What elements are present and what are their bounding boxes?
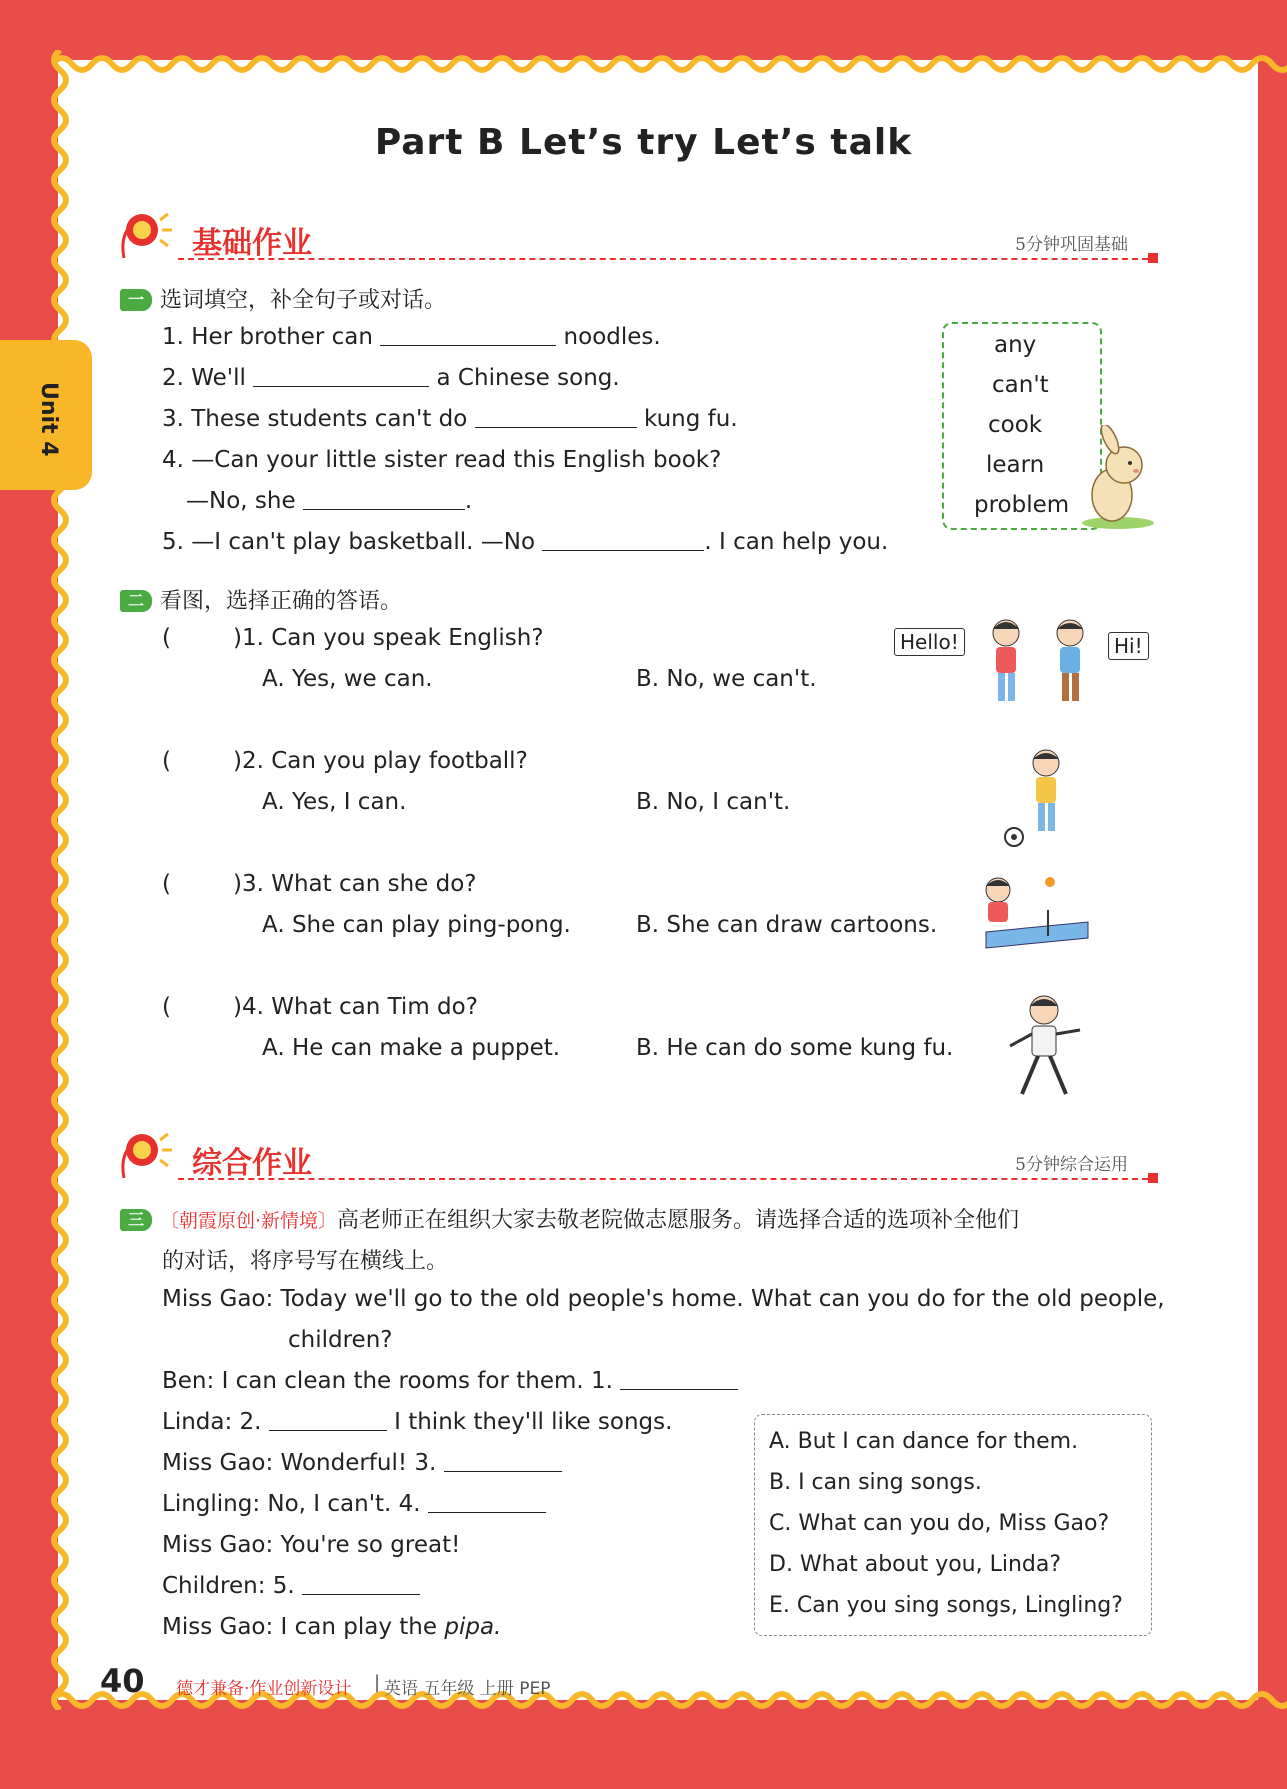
wave-border-left — [46, 50, 72, 1710]
dialogue-line-3 — [162, 1409, 672, 1435]
line-text: Children: 5. — [162, 1573, 295, 1599]
q1-text: 1. Her brother can — [162, 324, 373, 350]
q2-text: 2. We'll — [162, 365, 246, 391]
question-text: 3. What can she do? — [241, 871, 477, 897]
ex3-instruction-cont: 的对话，将序号写在横线上。 — [162, 1249, 449, 1274]
option-item: C. What can you do, Miss Gao? — [769, 1511, 1110, 1536]
q4-text: —No, she — [186, 488, 296, 514]
section-header-basic — [118, 208, 1158, 264]
ex1-question-2 — [162, 365, 620, 391]
word-bank-item: can't — [992, 372, 1049, 398]
section-divider-end — [1148, 253, 1158, 263]
ex2-instruction: 看图，选择正确的答语。 — [160, 589, 403, 614]
unit-tab — [0, 340, 92, 490]
options-box — [754, 1414, 1152, 1636]
answer-paren-open: ( — [162, 625, 171, 651]
dialogue-line-1: Miss Gao: Today we'll go to the old people's home. What can you do for the old people, — [162, 1286, 1165, 1312]
dialogue-line-6: Miss Gao: You're so great! — [162, 1532, 461, 1558]
option-item: A. But I can dance for them. — [769, 1429, 1079, 1454]
ex1-question-1 — [162, 324, 661, 350]
line-text-end: I think they'll like songs. — [394, 1409, 673, 1435]
ex2-option-4b[interactable]: B. He can do some kung fu. — [636, 1035, 954, 1061]
ex3-badge: 三 — [120, 1209, 152, 1231]
q3-text-end: kung fu. — [643, 406, 738, 432]
section-divider — [178, 1178, 1158, 1180]
answer-paren-close: ) — [232, 994, 242, 1020]
footer-separator: | — [374, 1672, 381, 1693]
page-title: Part B Let’s try Let’s talk — [374, 122, 913, 163]
section-divider — [178, 258, 1158, 260]
speech-bubble-hi: Hi! — [1108, 632, 1149, 660]
ex2-question-2 — [162, 748, 528, 774]
dialogue-blank-4[interactable] — [428, 1492, 546, 1513]
ex1-badge: 一 — [120, 289, 152, 311]
word-bank-item: any — [994, 332, 1037, 358]
answer-paren-open: ( — [162, 748, 171, 774]
ex1-instruction-row — [120, 283, 446, 314]
ex1-instruction: 选词填空，补全句子或对话。 — [160, 288, 447, 313]
ex2-question-1 — [162, 625, 544, 651]
ex3-instruction-row — [120, 1203, 1019, 1234]
footer-series: 德才兼备·作业创新设计 — [176, 1679, 352, 1699]
rabbit-illustration-icon — [1078, 425, 1156, 530]
girl-football-illustration-icon — [1000, 745, 1080, 850]
q1-blank[interactable] — [380, 325, 556, 346]
q5-blank[interactable] — [542, 530, 704, 551]
answer-paren-close: ) — [232, 748, 242, 774]
ex2-option-1b[interactable]: B. No, we can't. — [636, 666, 817, 692]
ex2-instruction-row — [120, 584, 402, 615]
boy-kung-fu-illustration-icon — [1000, 990, 1090, 1105]
dialogue-line-2 — [162, 1368, 738, 1394]
line-text: Ben: I can clean the rooms for them. 1. — [162, 1368, 613, 1394]
question-text: 2. Can you play football? — [241, 748, 528, 774]
ex2-option-2a[interactable]: A. Yes, I can. — [262, 789, 407, 815]
q1-text-end: noodles. — [563, 324, 661, 350]
q3-blank[interactable] — [475, 407, 637, 428]
ex2-question-3 — [162, 871, 477, 897]
dialogue-blank-2[interactable] — [269, 1410, 387, 1431]
dialogue-line-1-cont: children? — [288, 1327, 393, 1353]
kids-greeting-illustration-icon — [978, 615, 1108, 715]
dialogue-line-5 — [162, 1491, 546, 1517]
ex3-tag: 〔朝霞原创·新情境〕 — [160, 1210, 338, 1232]
q2-blank[interactable] — [253, 366, 429, 387]
footer-info: 英语 五年级 上册 PEP — [384, 1679, 551, 1699]
line-text: Miss Gao: Wonderful! 3. — [162, 1450, 437, 1476]
ex1-question-3 — [162, 406, 738, 432]
line-text-italic: pipa. — [444, 1614, 502, 1640]
word-bank-item: cook — [988, 412, 1043, 438]
answer-paren-open: ( — [162, 871, 171, 897]
answer-paren-close: ) — [232, 871, 242, 897]
q4-blank[interactable] — [303, 489, 465, 510]
option-item: B. I can sing songs. — [769, 1470, 982, 1495]
ex2-option-3a[interactable]: A. She can play ping-pong. — [262, 912, 571, 938]
q2-text-end: a Chinese song. — [436, 365, 620, 391]
dialogue-line-7 — [162, 1573, 420, 1599]
ex1-question-4-answer — [186, 488, 472, 514]
answer-paren-close: ) — [232, 625, 242, 651]
page-number: 40 — [100, 1662, 145, 1700]
word-bank-item: learn — [986, 452, 1045, 478]
ex2-option-2b[interactable]: B. No, I can't. — [636, 789, 791, 815]
option-item: D. What about you, Linda? — [769, 1552, 1062, 1577]
dialogue-blank-1[interactable] — [620, 1369, 738, 1390]
q5-text-end: . I can help you. — [704, 529, 889, 555]
dialogue-blank-5[interactable] — [302, 1574, 420, 1595]
unit-tab-label: Unit 4 — [36, 382, 61, 457]
ex2-option-3b[interactable]: B. She can draw cartoons. — [636, 912, 938, 938]
ex2-badge: 二 — [120, 590, 152, 612]
q4-period: . — [464, 488, 473, 514]
dialogue-line-4 — [162, 1450, 562, 1476]
speech-bubble-hello: Hello! — [894, 628, 965, 656]
q5-text: 5. —I can't play basketball. —No — [162, 529, 536, 555]
line-text: Miss Gao: I can play the — [162, 1614, 438, 1640]
ex3-instruction: 高老师正在组织大家去敬老院做志愿服务。请选择合适的选项补全他们 — [337, 1208, 1020, 1233]
dialogue-blank-3[interactable] — [444, 1451, 562, 1472]
girl-ping-pong-illustration-icon — [978, 872, 1098, 962]
ex2-question-4 — [162, 994, 478, 1020]
option-item: E. Can you sing songs, Lingling? — [769, 1593, 1123, 1618]
q3-text: 3. These students can't do — [162, 406, 468, 432]
section-label: 综合作业 — [192, 1146, 312, 1181]
question-text: 4. What can Tim do? — [241, 994, 478, 1020]
ex2-option-4a[interactable]: A. He can make a puppet. — [262, 1035, 561, 1061]
line-text: Linda: 2. — [162, 1409, 262, 1435]
lightbulb-icon — [118, 208, 176, 264]
section-header-comprehensive — [118, 1128, 1158, 1184]
lightbulb-icon — [118, 1128, 176, 1184]
answer-paren-open: ( — [162, 994, 171, 1020]
ex1-question-4: 4. —Can your little sister read this English book? — [162, 447, 722, 473]
ex2-option-1a[interactable]: A. Yes, we can. — [262, 666, 433, 692]
line-text: Lingling: No, I can't. 4. — [162, 1491, 421, 1517]
ex1-question-5 — [162, 529, 888, 555]
section-divider-end — [1148, 1173, 1158, 1183]
section-label: 基础作业 — [192, 226, 312, 261]
dialogue-line-8 — [162, 1614, 501, 1640]
section-sub: 5分钟巩固基础 — [1015, 235, 1128, 255]
section-sub: 5分钟综合运用 — [1015, 1155, 1128, 1175]
word-bank-item: problem — [974, 492, 1070, 518]
wave-border-top — [52, 50, 1287, 76]
question-text: 1. Can you speak English? — [241, 625, 544, 651]
